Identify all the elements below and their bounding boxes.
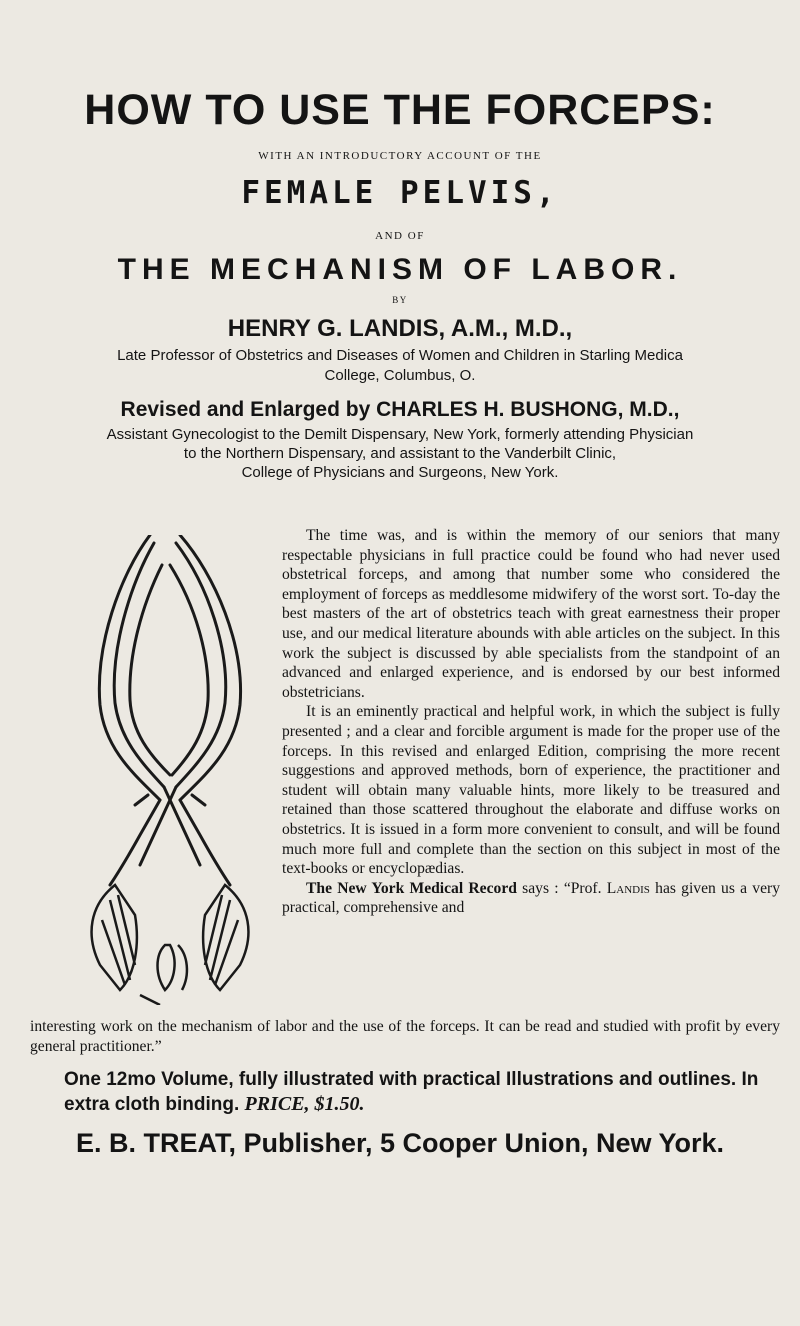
quote-says: says : [516, 879, 564, 897]
subtitle-female-pelvis: FEMALE PELVIS, [241, 175, 559, 211]
quote-rest: has given us a very practical, comprehensive and [282, 879, 781, 917]
quote-tail: interesting work on the mechanism of labor and the use of the forceps. It can be read and studied with profit by every general practitioner.” [30, 1018, 780, 1055]
forceps-illustration [80, 535, 280, 1005]
subtitle-mechanism: THE MECHANISM OF LABOR. [117, 253, 683, 286]
quote-intro [282, 879, 780, 918]
author-affiliation-2: College, Columbus, O. [324, 367, 476, 384]
reviser-affiliation-1: Assistant Gynecologist to the Demilt Dispensary, New York, formerly attending Physician [106, 426, 694, 443]
reviser-line: Revised and Enlarged by CHARLES H. BUSHONG, M.D., [120, 398, 680, 421]
price-label: PRICE, $1.50. [244, 1093, 365, 1115]
quote-name: Landis [606, 879, 650, 897]
volume-info [64, 1068, 764, 1117]
quote-source: The New York Medical Record [306, 879, 517, 897]
paragraph-1: The time was, and is within the memory of our seniors that many respectable physicians in full practice could be found who had never used obstetrical forceps, and among that number some who considered the employment of forceps as meddlesome midwifery of the worst sort. To-day the best masters of the art of obstetrics teach with great earnestness their proper use, and our medical literature abounds with able articles on the subject. In this work the subject is discussed by able specialists from the standpoint of an advanced and enlarged experience, and is endorsed by our best informed obstetricians. [282, 527, 780, 701]
author-name: HENRY G. LANDIS, A.M., M.D., [227, 315, 573, 342]
page-title: HOW TO USE THE FORCEPS: [84, 86, 716, 134]
reviser-affiliation-2: to the Northern Dispensary, and assistant to the Vanderbilt Clinic, [183, 445, 617, 462]
byline-by: BY [392, 295, 408, 305]
subtitle-intro: WITH AN INTRODUCTORY ACCOUNT OF THE [258, 150, 542, 162]
description-body [282, 526, 780, 918]
paragraph-2: It is an eminently practical and helpful work, in which the subject is fully presented ; and a clear and forcible argument is made for the proper use of the forceps. In this revised and enlarged Edition, comprising the more recent suggestions and approved methods, born of experience, the practitioner and student will obtain many valuable hints, more likely to be treasured and retained than those scattered throughout the elaborate and diffuse works on obstetrics. It is issued in a form more convenient to consult, and will be found much more full and complete than the section on this subject in most of the text-books or encyclopædias. [282, 703, 780, 878]
reviser-affiliation-3: College of Physicians and Surgeons, New York. [241, 464, 559, 481]
publisher-line: E. B. TREAT, Publisher, 5 Cooper Union, New York. [75, 1128, 725, 1158]
subtitle-and-of: AND OF [375, 230, 425, 242]
volume-text: One 12mo Volume, fully illustrated with practical Illustrations and outlines. In extra cloth binding. [64, 1069, 759, 1115]
author-affiliation-1: Late Professor of Obstetrics and Diseases of Women and Children in Starling Medica [117, 347, 683, 364]
quote-open: “Prof. [563, 879, 602, 897]
